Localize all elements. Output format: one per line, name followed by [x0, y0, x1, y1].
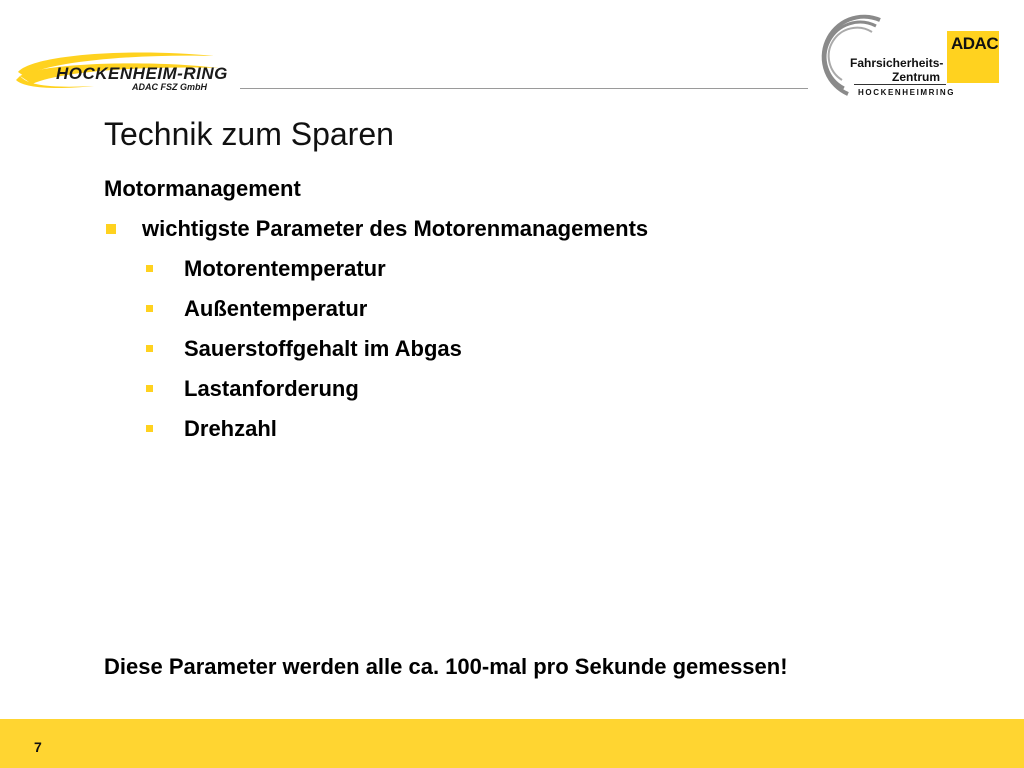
- footer-bar: [0, 719, 1024, 768]
- logo-subline-text: ADAC FSZ GmbH: [132, 82, 207, 92]
- fahrsicherheitszentrum-logo: [814, 14, 1004, 102]
- logo-underline: [854, 84, 946, 85]
- hockenheim-ring-logo: [14, 46, 244, 96]
- list-item-text: Sauerstoffgehalt im Abgas: [184, 336, 462, 361]
- header-divider: [240, 88, 808, 89]
- logo-title-line2: Zentrum: [892, 70, 940, 84]
- adac-badge-text: ADAC: [951, 34, 999, 53]
- adac-badge: [947, 31, 999, 83]
- small-square-bullet-icon: [146, 385, 153, 392]
- small-square-bullet-icon: [146, 345, 153, 352]
- slide-title: Technik zum Sparen: [104, 116, 394, 152]
- small-square-bullet-icon: [146, 425, 153, 432]
- measurement-note: Diese Parameter werden alle ca. 100-mal pro Sekunde gemessen!: [104, 654, 788, 679]
- logo-title-line1: Fahrsicherheits-: [850, 56, 944, 70]
- small-square-bullet-icon: [146, 265, 153, 272]
- list-item-text: Außentemperatur: [184, 296, 368, 321]
- logo-brand-text: HOCKENHEIM-RING: [56, 64, 228, 83]
- small-square-bullet-icon: [146, 305, 153, 312]
- main-bullet-text: wichtigste Parameter des Motorenmanagements: [142, 216, 649, 241]
- list-item-text: Motorentemperatur: [184, 256, 386, 281]
- square-bullet-icon: [106, 224, 116, 234]
- list-item-text: Lastanforderung: [184, 376, 359, 401]
- slide-subtitle: Motormanagement: [104, 176, 301, 201]
- page-number: 7: [34, 739, 42, 755]
- logo-location-text: HOCKENHEIMRING: [858, 88, 956, 97]
- list-item-text: Drehzahl: [184, 416, 277, 441]
